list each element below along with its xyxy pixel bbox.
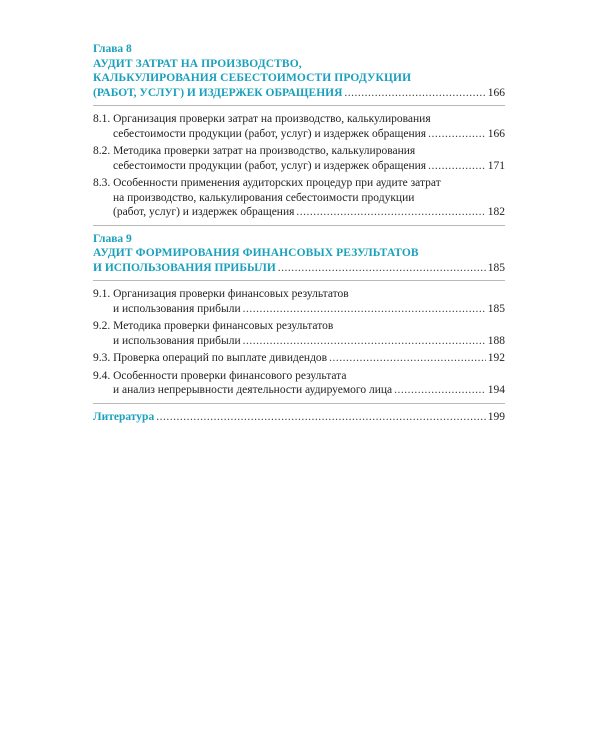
page-number: 171 [487,159,505,172]
chapter-9 [93,232,505,404]
entry-single-line: 9.3. Проверка операций по выплате дивидендов [93,352,328,364]
leader-dots [428,127,486,142]
chapter-title-entry[interactable] [93,261,505,276]
toc-entry-8-1[interactable] [93,112,505,141]
literature-label: Литература [93,410,155,423]
toc-entry-9-4[interactable] [93,369,505,398]
page-number: 192 [487,352,505,364]
entry-first-line: 9.1. Организация проверки финансовых результатов [93,288,349,300]
chapter-title-line: АУДИТ ФОРМИРОВАНИЯ ФИНАНСОВЫХ РЕЗУЛЬТАТОВ [93,247,419,259]
leader-dots [296,205,485,220]
divider [93,403,505,404]
page-number: 199 [487,410,505,423]
leader-dots [243,334,486,349]
table-of-contents [93,42,505,424]
entry-first-line: 8.2. Методика проверки затрат на производство, калькулирования [93,145,416,157]
toc-entry-8-3[interactable] [93,176,505,220]
entry-middle-line: на производство, калькулирования себестоимости продукции [113,191,415,204]
chapter-label: Глава 8 [93,43,132,55]
leader-dots [329,351,486,366]
chapter-label: Глава 9 [93,232,132,245]
chapter-8 [93,42,505,226]
page-number: 185 [487,302,505,315]
entry-last-line: и анализ непрерывности деятельности аудируемого лица [113,384,393,396]
toc-entry-9-3[interactable] [93,351,505,366]
divider [93,225,505,226]
leader-dots [428,159,486,174]
entry-last-line: себестоимости продукции (работ, услуг) и издержек обращения [113,127,427,140]
divider [93,280,505,281]
entry-first-line: 9.2. Методика проверки финансовых результатов [93,320,334,332]
toc-entry-8-2[interactable] [93,144,505,173]
page-number: 166 [487,127,505,140]
toc-entry-9-1[interactable] [93,287,505,316]
leader-dots [344,86,485,101]
chapter-title-entry[interactable] [93,86,505,101]
chapter-title-last-line: И ИСПОЛЬЗОВАНИЯ ПРИБЫЛИ [93,261,276,274]
toc-entry-9-2[interactable] [93,319,505,348]
page-number: 166 [487,86,505,99]
page-number: 182 [487,206,505,218]
entry-first-line: 9.4. Особенности проверки финансового результата [93,369,347,382]
chapter-title-line: КАЛЬКУЛИРОВАНИЯ СЕБЕСТОИМОСТИ ПРОДУКЦИИ [93,72,412,84]
page-number: 194 [487,384,505,396]
leader-dots [156,410,486,425]
toc-entry-literature[interactable] [93,410,505,425]
leader-dots [394,383,486,398]
page-number: 188 [487,334,505,347]
page-number: 185 [487,261,505,274]
entry-last-line: себестоимости продукции (работ, услуг) и издержек обращения [113,159,427,172]
entry-last-line: и использования прибыли [113,302,241,315]
chapter-title-last-line: (РАБОТ, УСЛУГ) И ИЗДЕРЖЕК ОБРАЩЕНИЯ [93,86,343,99]
entry-last-line: и использования прибыли [113,334,241,347]
entry-first-line: 8.3. Особенности применения аудиторских процедур при аудите затрат [93,177,441,189]
leader-dots [243,302,486,317]
chapter-title-line: АУДИТ ЗАТРАТ НА ПРОИЗВОДСТВО, [93,57,302,70]
leader-dots [278,261,486,276]
divider [93,105,505,106]
entry-last-line: (работ, услуг) и издержек обращения [113,206,295,218]
entry-first-line: 8.1. Организация проверки затрат на производство, калькулирования [93,113,431,125]
